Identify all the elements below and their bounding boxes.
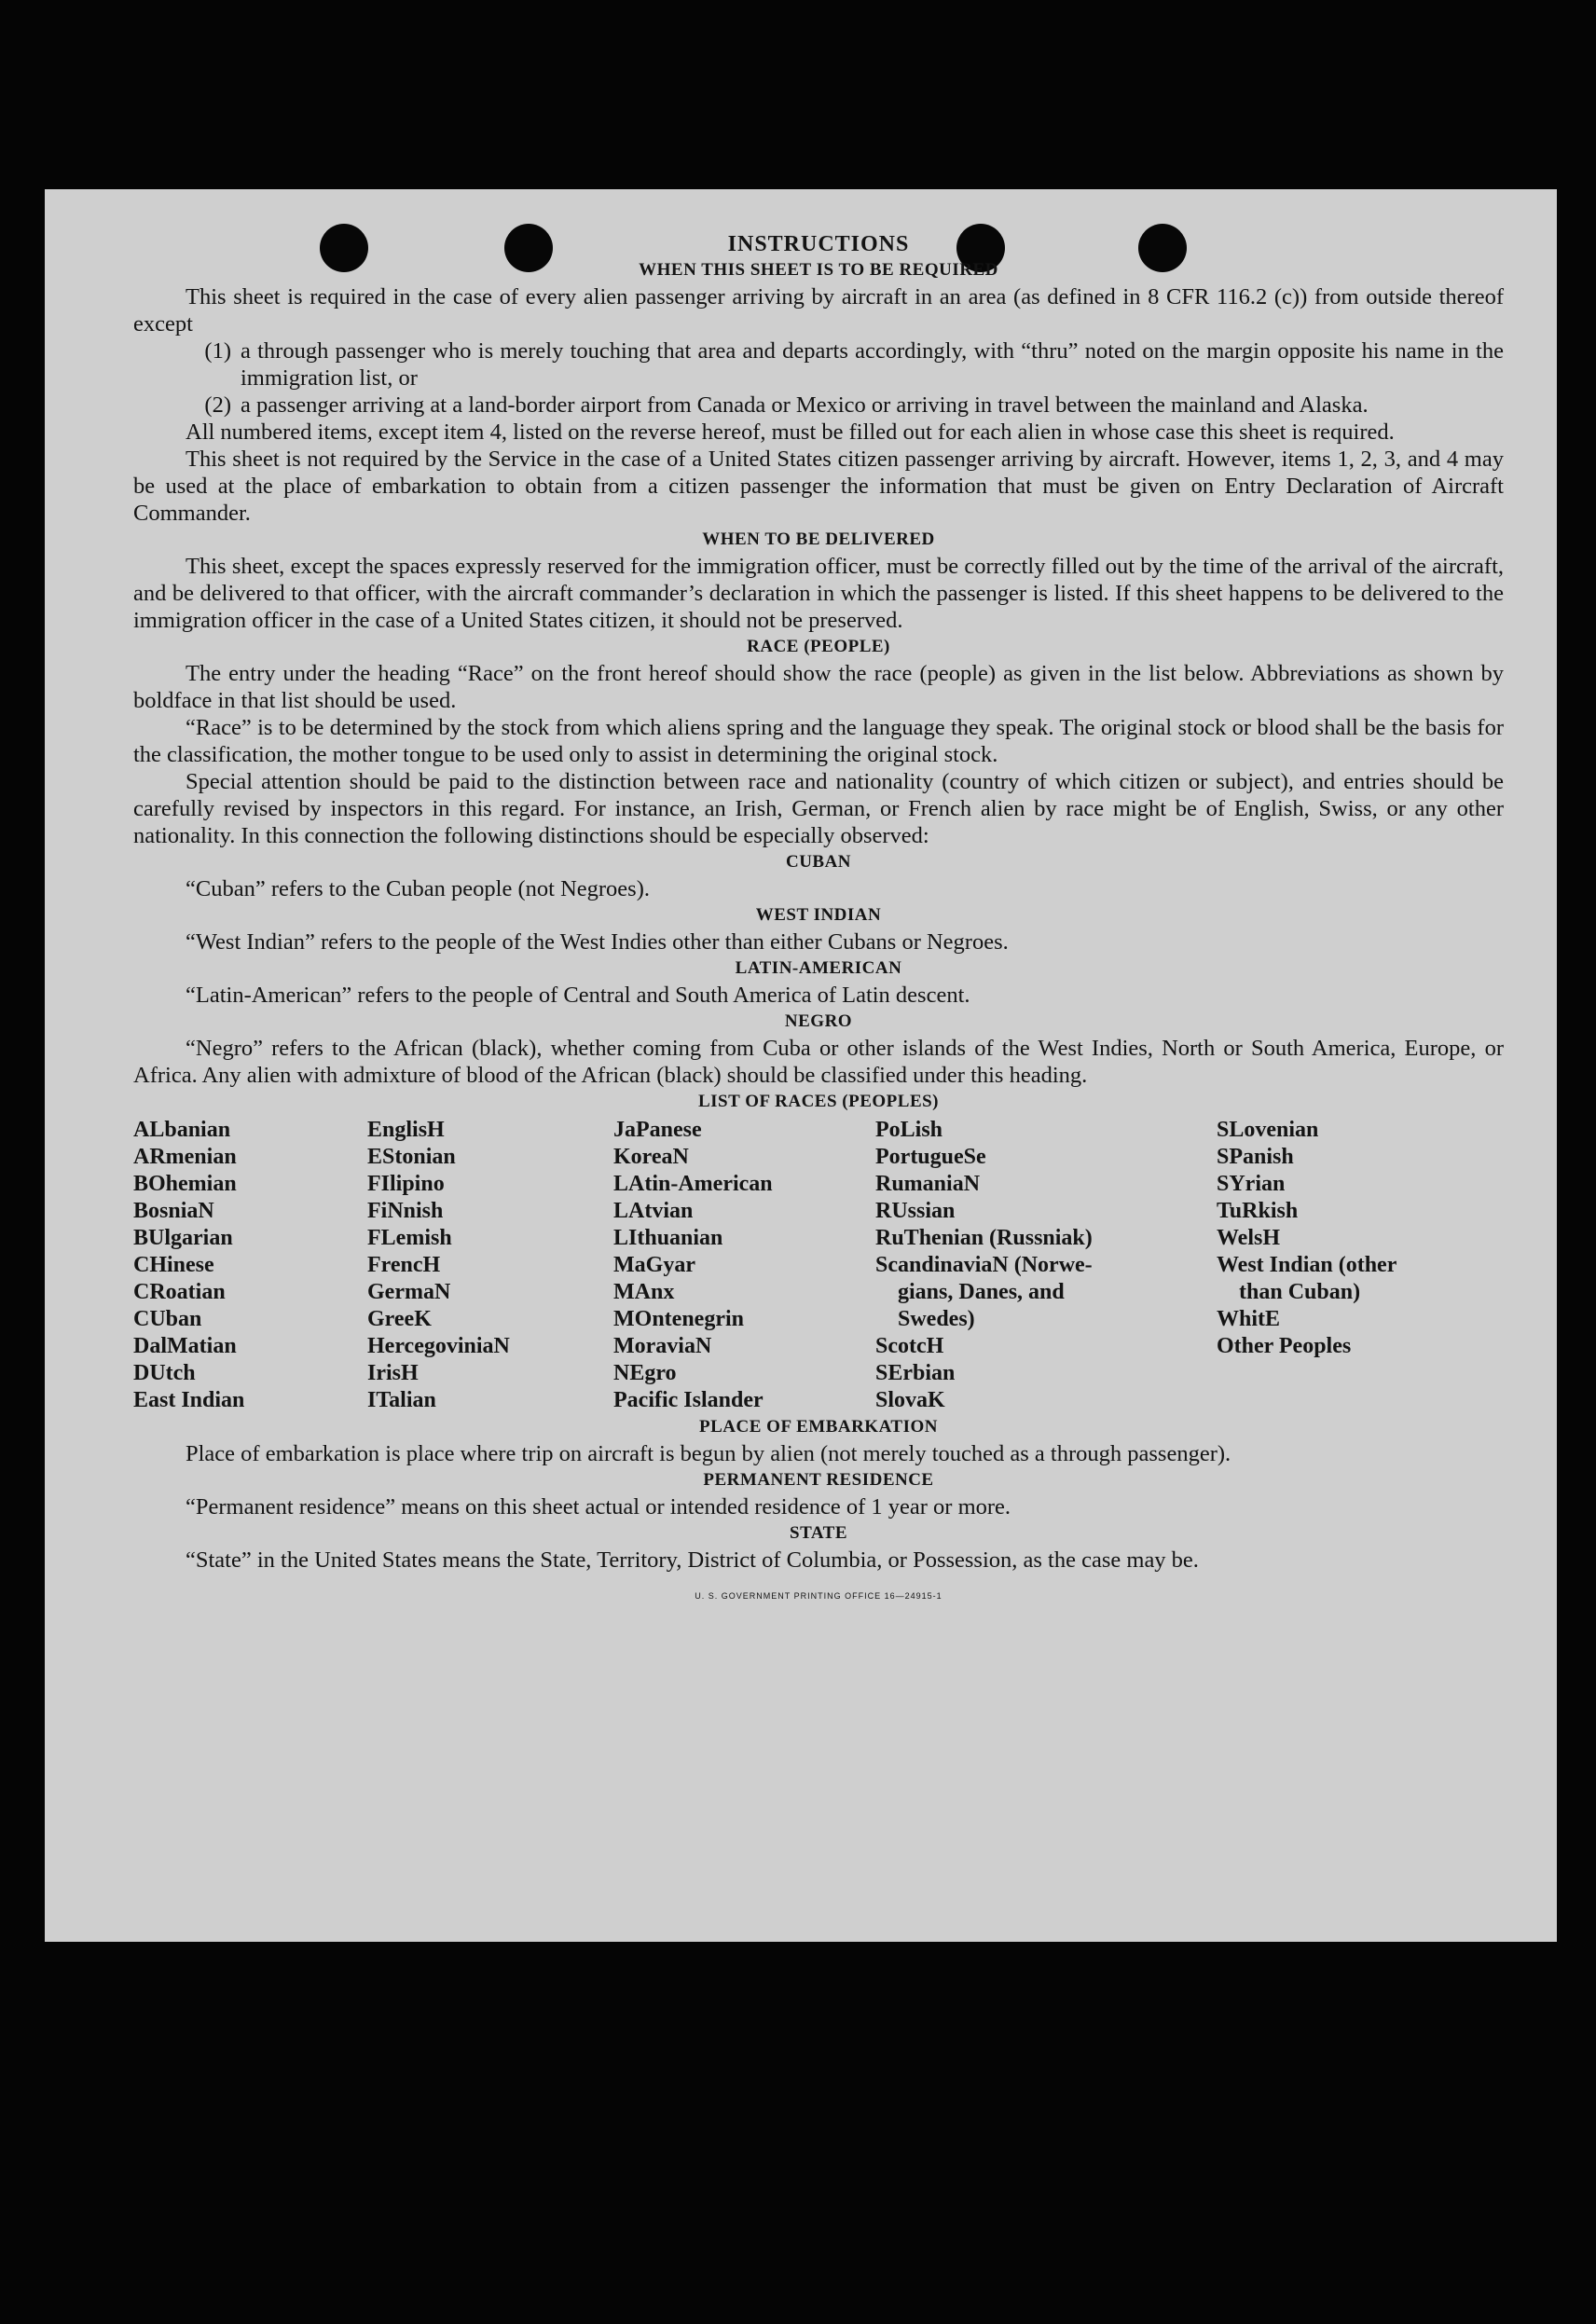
race-entry: PortugueSe	[875, 1145, 986, 1169]
race-entry: JaPanese	[613, 1118, 702, 1142]
section-heading: STATE	[790, 1523, 847, 1543]
race-entry: HercegoviniaN	[367, 1334, 510, 1358]
race-entry: SErbian	[875, 1361, 956, 1385]
race-entry: gians, Danes, and	[875, 1280, 1065, 1304]
race-entry: RUssian	[875, 1199, 956, 1223]
race-entry: FIlipino	[367, 1172, 445, 1196]
item-number: (1)	[204, 338, 231, 364]
document-sheet	[45, 189, 1557, 1942]
paragraph: “Permanent residence” means on this sheet actual or intended residence of 1 year or more.	[186, 1494, 1011, 1520]
paragraph: “Negro” refers to the African (black), whether coming from Cuba or other islands of the West Indies, North or South America, Europe, or Africa. Any alien with admixture of blood of the African (black) should be classified under this heading.	[133, 1036, 1504, 1088]
paragraph: All numbered items, except item 4, listed on the reverse hereof, must be filled out for each alien in whose case this sheet is required.	[186, 419, 1395, 445]
race-entry: DUtch	[133, 1361, 196, 1385]
race-entry: FrencH	[367, 1253, 441, 1277]
race-entry: GreeK	[367, 1307, 432, 1331]
section-heading: CUBAN	[785, 852, 852, 872]
race-entry: EStonian	[367, 1145, 456, 1169]
section-heading: WHEN THIS SHEET IS TO BE REQUIRED	[639, 260, 998, 280]
race-entry: ITalian	[367, 1388, 436, 1412]
races-column	[367, 1117, 613, 1414]
race-entry: LAtin-American	[613, 1172, 773, 1196]
race-entry: DalMatian	[133, 1334, 237, 1358]
paragraph: “West Indian” refers to the people of the West Indies other than either Cubans or Negroes.	[186, 929, 1009, 955]
race-entry: BosniaN	[133, 1199, 214, 1223]
races-list	[133, 1117, 1504, 1414]
page-title: INSTRUCTIONS	[727, 232, 910, 256]
section-heading: WHEN TO BE DELIVERED	[702, 529, 935, 549]
item-text: a through passenger who is merely touching that area and departs accordingly, with “thru” noted on the margin opposite his name in the immigration list, or	[241, 338, 1504, 391]
race-entry: MAnx	[613, 1280, 675, 1304]
races-column	[1217, 1117, 1468, 1414]
section-heading: RACE (PEOPLE)	[747, 637, 890, 656]
race-entry: Other Peoples	[1217, 1334, 1352, 1358]
paragraph: “State” in the United States means the State, Territory, District of Columbia, or Possession, as the case may be.	[186, 1547, 1199, 1573]
race-entry: BUlgarian	[133, 1226, 233, 1250]
paragraph: “Cuban” refers to the Cuban people (not Negroes).	[186, 876, 650, 901]
race-entry: EnglisH	[367, 1118, 445, 1142]
race-entry: SlovaK	[875, 1388, 945, 1412]
race-entry: RuThenian (Russniak)	[875, 1226, 1093, 1250]
race-entry: than Cuban)	[1217, 1280, 1361, 1304]
item-number: (2)	[204, 392, 231, 418]
paragraph: Special attention should be paid to the distinction between race and nationality (country of which citizen or subject), and entries should be carefully revised by inspectors in this regard. For instance, an Irish, German, or French alien by race might be of English, Swiss, or any other nationality. In this connection the following distinctions should be especially observed:	[133, 769, 1504, 848]
race-entry: MOntenegrin	[613, 1307, 744, 1331]
section-heading: PLACE OF EMBARKATION	[699, 1417, 938, 1437]
paragraph: This sheet is not required by the Service in the case of a United States citizen passenger arriving by aircraft. However, items 1, 2, 3, and 4 may be used at the place of embarkation to obtain from a citizen passenger the information that must be given on Entry Declaration of Aircraft Commander.	[133, 447, 1504, 526]
paragraph: “Race” is to be determined by the stock from which aliens spring and the language they speak. The original stock or blood shall be the basis for the classification, the mother tongue to be used only to assist in determining the original stock.	[133, 715, 1504, 767]
race-entry: CUban	[133, 1307, 202, 1331]
race-entry: Pacific Islander	[613, 1388, 764, 1412]
list-item	[133, 337, 1504, 392]
race-entry: MaGyar	[613, 1253, 695, 1277]
race-entry: IrisH	[367, 1361, 419, 1385]
section-heading: LIST OF RACES (PEOPLES)	[697, 1092, 940, 1111]
race-entry: WhitE	[1217, 1307, 1281, 1331]
printing-office-footer: U. S. GOVERNMENT PRINTING OFFICE 16—24915-1	[695, 1591, 942, 1601]
race-entry: SYrian	[1217, 1172, 1286, 1196]
race-entry: Swedes)	[875, 1307, 975, 1331]
race-entry: GermaN	[367, 1280, 451, 1304]
race-entry: PoLish	[875, 1118, 943, 1142]
race-entry: KoreaN	[613, 1145, 689, 1169]
race-entry: LAtvian	[613, 1199, 694, 1223]
races-column	[875, 1117, 1217, 1414]
list-item	[133, 392, 1504, 419]
race-entry: TuRkish	[1217, 1199, 1299, 1223]
race-entry: MoraviaN	[613, 1334, 712, 1358]
races-column	[133, 1117, 367, 1414]
race-entry: ScotcH	[875, 1334, 944, 1358]
race-entry: SPanish	[1217, 1145, 1294, 1169]
race-entry: ALbanian	[133, 1118, 231, 1142]
section-heading: PERMANENT RESIDENCE	[703, 1470, 934, 1490]
race-entry: FLemish	[367, 1226, 452, 1250]
section-heading: LATIN-AMERICAN	[735, 958, 902, 978]
race-entry: FiNnish	[367, 1199, 444, 1223]
paragraph: Place of embarkation is place where trip on aircraft is begun by alien (not merely touched as a through passenger).	[186, 1441, 1231, 1466]
section-heading: WEST INDIAN	[755, 905, 882, 925]
paragraph: This sheet, except the spaces expressly reserved for the immigration officer, must be correctly filled out by the time of the arrival of the aircraft, and be delivered to that officer, with the aircraft commander’s declaration in which the passenger is listed. If this sheet happens to be delivered to the immigration officer in the case of a United States citizen, it should not be preserved.	[133, 554, 1504, 633]
paragraph: “Latin-American” refers to the people of Central and South America of Latin descent.	[186, 983, 970, 1008]
race-entry: ARmenian	[133, 1145, 237, 1169]
races-column	[613, 1117, 875, 1414]
race-entry: CHinese	[133, 1253, 214, 1277]
paragraph: This sheet is required in the case of every alien passenger arriving by aircraft in an area (as defined in 8 CFR 116.2 (c)) from outside thereof except	[133, 284, 1504, 337]
race-entry: West Indian (other	[1217, 1253, 1397, 1277]
race-entry: SLovenian	[1217, 1118, 1319, 1142]
race-entry: BOhemian	[133, 1172, 237, 1196]
race-entry: RumaniaN	[875, 1172, 981, 1196]
race-entry: ScandinaviaN (Norwe-	[875, 1253, 1093, 1277]
race-entry: East Indian	[133, 1388, 245, 1412]
race-entry: WelsH	[1217, 1226, 1281, 1250]
race-entry: LIthuanian	[613, 1226, 723, 1250]
race-entry: CRoatian	[133, 1280, 226, 1304]
section-heading: NEGRO	[784, 1011, 853, 1031]
instructions-content	[133, 231, 1504, 1610]
race-entry: NEgro	[613, 1361, 677, 1385]
paragraph: The entry under the heading “Race” on the front hereof should show the race (people) as given in the list below. Abbreviations as shown by boldface in that list should be used.	[133, 661, 1504, 713]
item-text: a passenger arriving at a land-border airport from Canada or Mexico or arriving in travel between the mainland and Alaska.	[241, 392, 1369, 418]
